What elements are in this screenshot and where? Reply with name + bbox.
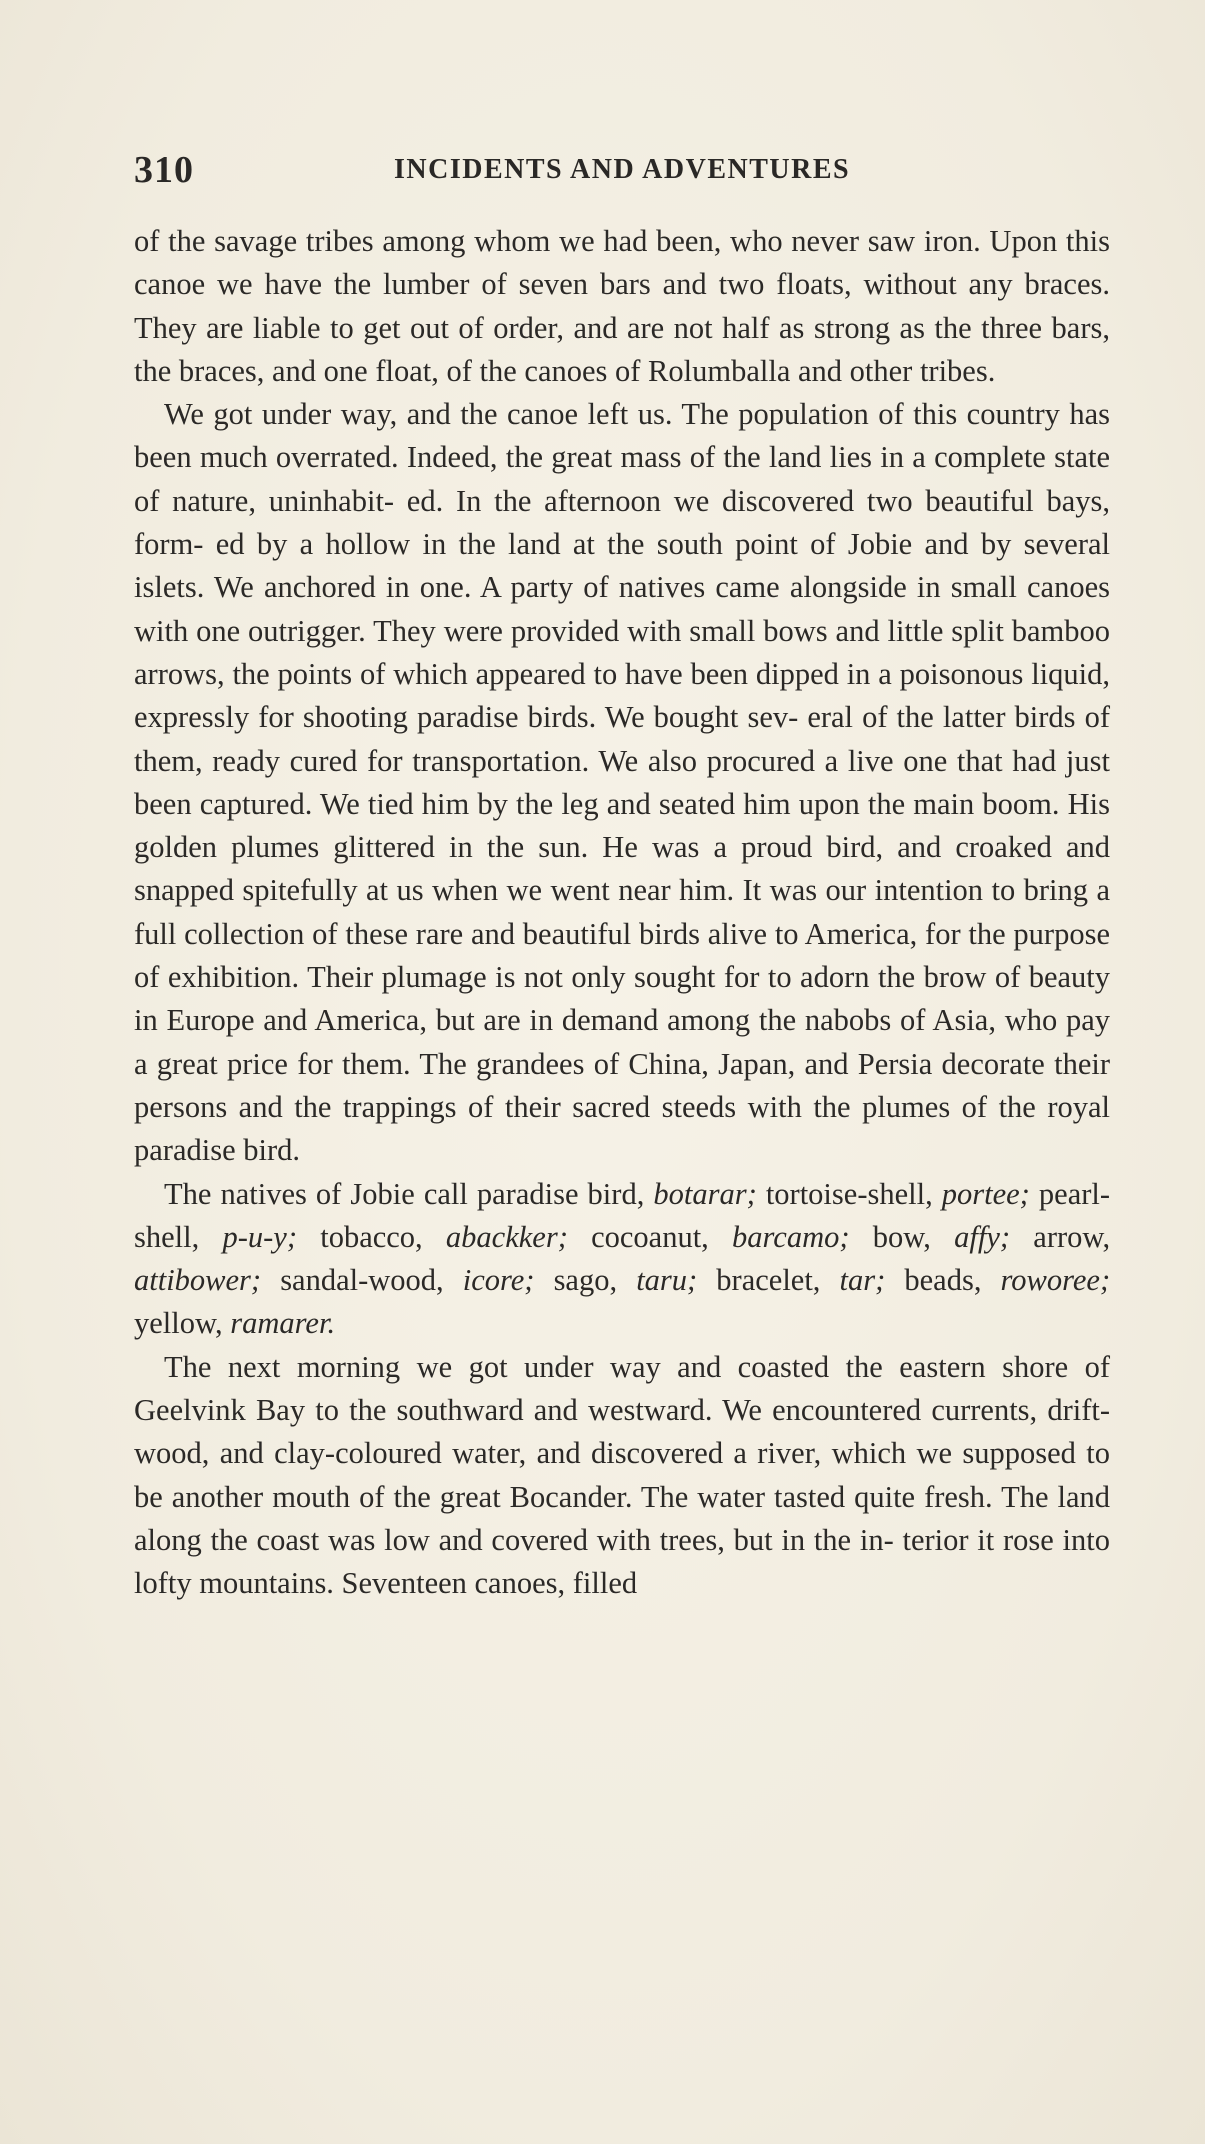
vocab-entry-native: botarar;: [653, 1176, 757, 1211]
body-text: [134, 220, 1110, 1606]
vocab-entry-native: tar;: [839, 1263, 886, 1298]
vocab-entry-english: sago,: [553, 1263, 618, 1298]
vocab-entry-english: bracelet,: [716, 1263, 821, 1298]
page-number: 310: [134, 149, 194, 191]
vocab-entry-native: ramarer.: [230, 1306, 336, 1341]
vocab-entry-native: taru;: [636, 1263, 698, 1298]
paragraph-1: of the savage tribes among whom we had been, who never saw iron. Upon this canoe we have the lumber of seven bars and two floats, without any braces. They are liable to get out of order, and are not half as strong as the three bars, the braces, and one float, of the canoes of Rolumballa and other tribes.: [134, 224, 1110, 388]
vocab-entry-native: portee;: [941, 1176, 1030, 1211]
vocab-entry-english: cocoanut,: [591, 1219, 709, 1254]
vocab-entry-english: yellow,: [134, 1306, 223, 1341]
vocab-entry-native: icore;: [462, 1263, 535, 1298]
vocab-entry-native: abackker;: [445, 1219, 568, 1254]
vocab-entry-english: sandal-wood,: [280, 1263, 444, 1298]
running-title: INCIDENTS AND ADVENTURES: [394, 154, 851, 185]
vocab-entry-native: p-u-y;: [222, 1219, 297, 1254]
paragraph-4: The next morning we got under way and coasted the eastern shore of Geelvink Bay to the southward and westward. We encountered currents, drift-wood, and clay-coloured water, and discovered a river, which we supposed to be another mouth of the great Bocander. The water tasted quite fresh. The land along the coast was low and covered with trees, but in the in- terior it rose into lofty mountains. Seventeen canoes, filled: [134, 1349, 1110, 1601]
vocab-entry-native: barcamo;: [732, 1219, 850, 1254]
vocab-entry-english: arrow,: [1033, 1219, 1111, 1254]
paragraph-vocabulary: [134, 1173, 1110, 1346]
vocab-entry-english: tobacco,: [320, 1219, 423, 1254]
vocab-entry-english: tortoise-shell,: [765, 1176, 933, 1211]
vocab-entry-native: attibower;: [134, 1263, 262, 1298]
vocab-entry-english: pearl-shell,: [134, 1176, 1111, 1254]
vocabulary-intro: The natives of Jobie call paradise bird,: [164, 1176, 645, 1211]
vocab-entry-english: beads,: [904, 1263, 982, 1298]
vocab-entry-native: roworee;: [1000, 1263, 1111, 1298]
paragraph-2: We got under way, and the canoe left us. The population of this country has been much overrated. Indeed, the great mass of the land lies in a complete state of nature, uninhabit- ed. In the afternoon we discovered two beautiful bays, form- ed by a hollow in the land at the south point of Jobie and by several islets. We anchored in one. A party of natives came alongside in small canoes with one outrigger. They were provided with small bows and little split bamboo arrows, the points of which appeared to have been dipped in a poisonous liquid, expressly for shooting paradise birds. We bought sev- eral of the latter birds of them, ready cured for transportation. We also procured a live one that had just been captured. We tied him by the leg and seated him upon the main boom. His golden plumes glittered in the sun. He was a proud bird, and croaked and snapped spitefully at us when we went near him. It was our intention to bring a full collection of these rare and beautiful birds alive to America, for the purpose of exhibition. Their plumage is not only sought for to adorn the brow of beauty in Europe and America, but are in demand among the nabobs of Asia, who pay a great price for them. The grandees of China, Japan, and Persia decorate their persons and the trappings of their sacred steeds with the plumes of the royal paradise bird.: [134, 397, 1110, 1168]
vocab-entry-native: affy;: [954, 1219, 1011, 1254]
page-header: [134, 148, 1134, 192]
vocab-entry-english: bow,: [872, 1219, 931, 1254]
